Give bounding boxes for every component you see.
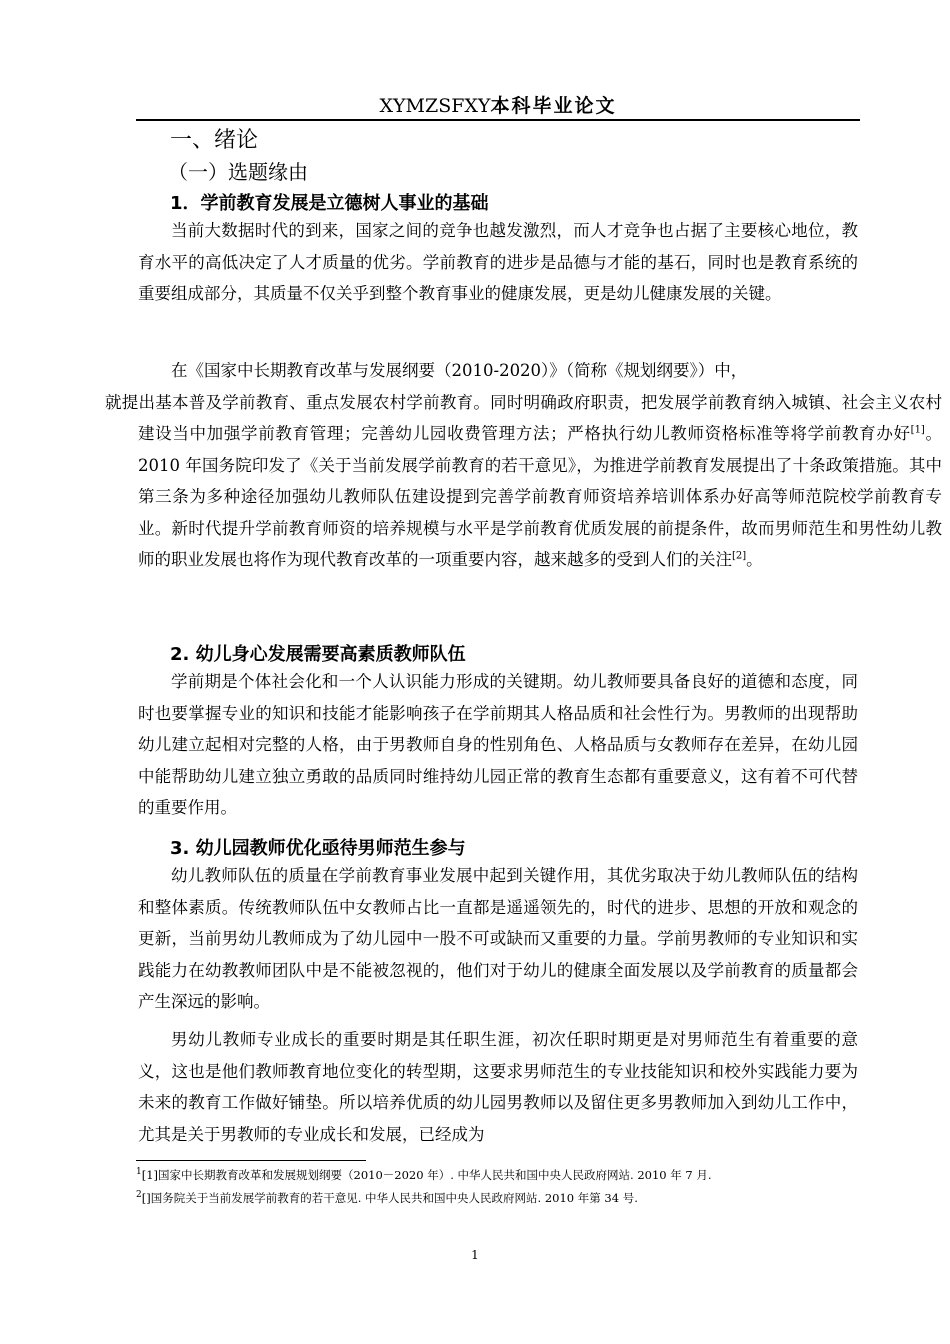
- citation-ref-2[interactable]: [2]: [732, 550, 747, 562]
- page-header: [136, 93, 860, 121]
- footnote-1-number: 1: [136, 1167, 142, 1178]
- subsection-heading-1: 1．学前教育发展是立德树人事业的基础: [170, 193, 489, 214]
- footnote-1-text: [1]国家中长期教育改革和发展规划纲要（2010－2020 年）. 中华人民共和国中央人民政府网站. 2010 年 7 月.: [141, 1168, 712, 1182]
- subsection-heading-2: 2. 幼儿身心发展需要高素质教师队伍: [170, 644, 466, 665]
- section-heading: （一）选题缘由: [168, 160, 308, 184]
- paragraph-1: 当前大数据时代的到来，国家之间的竞争也越发激烈，而人才竞争也占据了主要核心地位，教育水平的高低决定了人才质量的优劣。学前教育的进步是品德与才能的基石，同时也是教育系统的重要组成部分，其质量不仅关乎到整个教育事业的健康发展，更是幼儿健康发展的关键。: [138, 221, 858, 303]
- footnote-separator: [136, 1160, 366, 1161]
- paragraph-2-end: 。: [746, 550, 763, 569]
- paragraph-3: 学前期是个体社会化和一个人认识能力形成的关键期。幼儿教师要具备良好的道德和态度，同时也要掌握专业的知识和技能才能影响孩子在学前期其人格品质和社会性行为。男教师的出现帮助幼儿建立起相对完整的人格，由于男教师自身的性别角色、人格品质与女教师存在差异，在幼儿园中能帮助幼儿建立独立勇敢的品质同时维持幼儿园正常的教育生态都有重要意义，这有着不可代替的重要作用。: [138, 672, 858, 817]
- paragraph-2: [105, 355, 943, 576]
- footnote-2-number: 2: [136, 1190, 142, 1201]
- paragraph-2-body: 就提出基本普及学前教育、重点发展农村学前教育。同时明确政府职责，把发展学前教育纳入城镇、社会主义农村建设当中加强学前教育管理；完善幼儿园收费管理方法；严格执行幼儿教师资格标准等将学前教育办好: [105, 392, 942, 443]
- page-number: 1: [471, 1248, 479, 1262]
- chapter-heading: 一、绪论: [170, 128, 259, 153]
- footnote-1: [136, 1167, 712, 1183]
- citation-ref-1[interactable]: [1]: [910, 424, 925, 436]
- paragraph-5: 男幼儿教师专业成长的重要时期是其任职生涯，初次任职时期更是对男师范生有着重要的意义，这也是他们教师教育地位变化的转型期，这要求男师范生的专业技能知识和校外实践能力要为未来的教育工作做好铺垫。所以培养优质的幼儿园男教师以及留住更多男教师加入到幼儿工作中，尤其是关于男教师的专业成长和发展，已经成为: [138, 1030, 858, 1144]
- footnote-2: [136, 1190, 638, 1206]
- paragraph-2-body-cont: 。2010 年国务院印发了《关于当前发展学前教育的若干意见》，为推进学前教育发展提出了十条政策措施。其中第三条为多种途径加强幼儿教师队伍建设提到完善学前教育师资培养培训体系办好高等师范院校学前教育专业。新时代提升学前教育师资的培养规模与水平是学前教育优质发展的前提条件，故而男师范生和男性幼儿教师的职业发展也将作为现代教育改革的一项重要内容，越来越多的受到人们的关注: [138, 424, 943, 569]
- footnote-2-text: []国务院关于当前发展学前教育的若干意见. 中华人民共和国中央人民政府网站. 2010 年第 34 号.: [141, 1191, 638, 1205]
- header-title: 本科毕业论文: [490, 95, 617, 117]
- subsection-heading-3: 3. 幼儿园教师优化亟待男师范生参与: [170, 838, 466, 859]
- header-latin: XYMZSFXY: [379, 95, 491, 117]
- paragraph-2-line-1: 在《国家中长期教育改革与发展纲要（2010-2020）》（简称《规划纲要》）中，: [171, 361, 748, 380]
- paragraph-4: 幼儿教师队伍的质量在学前教育事业发展中起到关键作用，其优劣取决于幼儿教师队伍的结构和整体素质。传统教师队伍中女教师占比一直都是遥遥领先的，时代的进步、思想的开放和观念的更新，当前男幼儿教师成为了幼儿园中一股不可或缺而又重要的力量。学前男教师的专业知识和实践能力在幼教教师团队中是不能被忽视的，他们对于幼儿的健康全面发展以及学前教育的质量都会产生深远的影响。: [138, 866, 858, 1011]
